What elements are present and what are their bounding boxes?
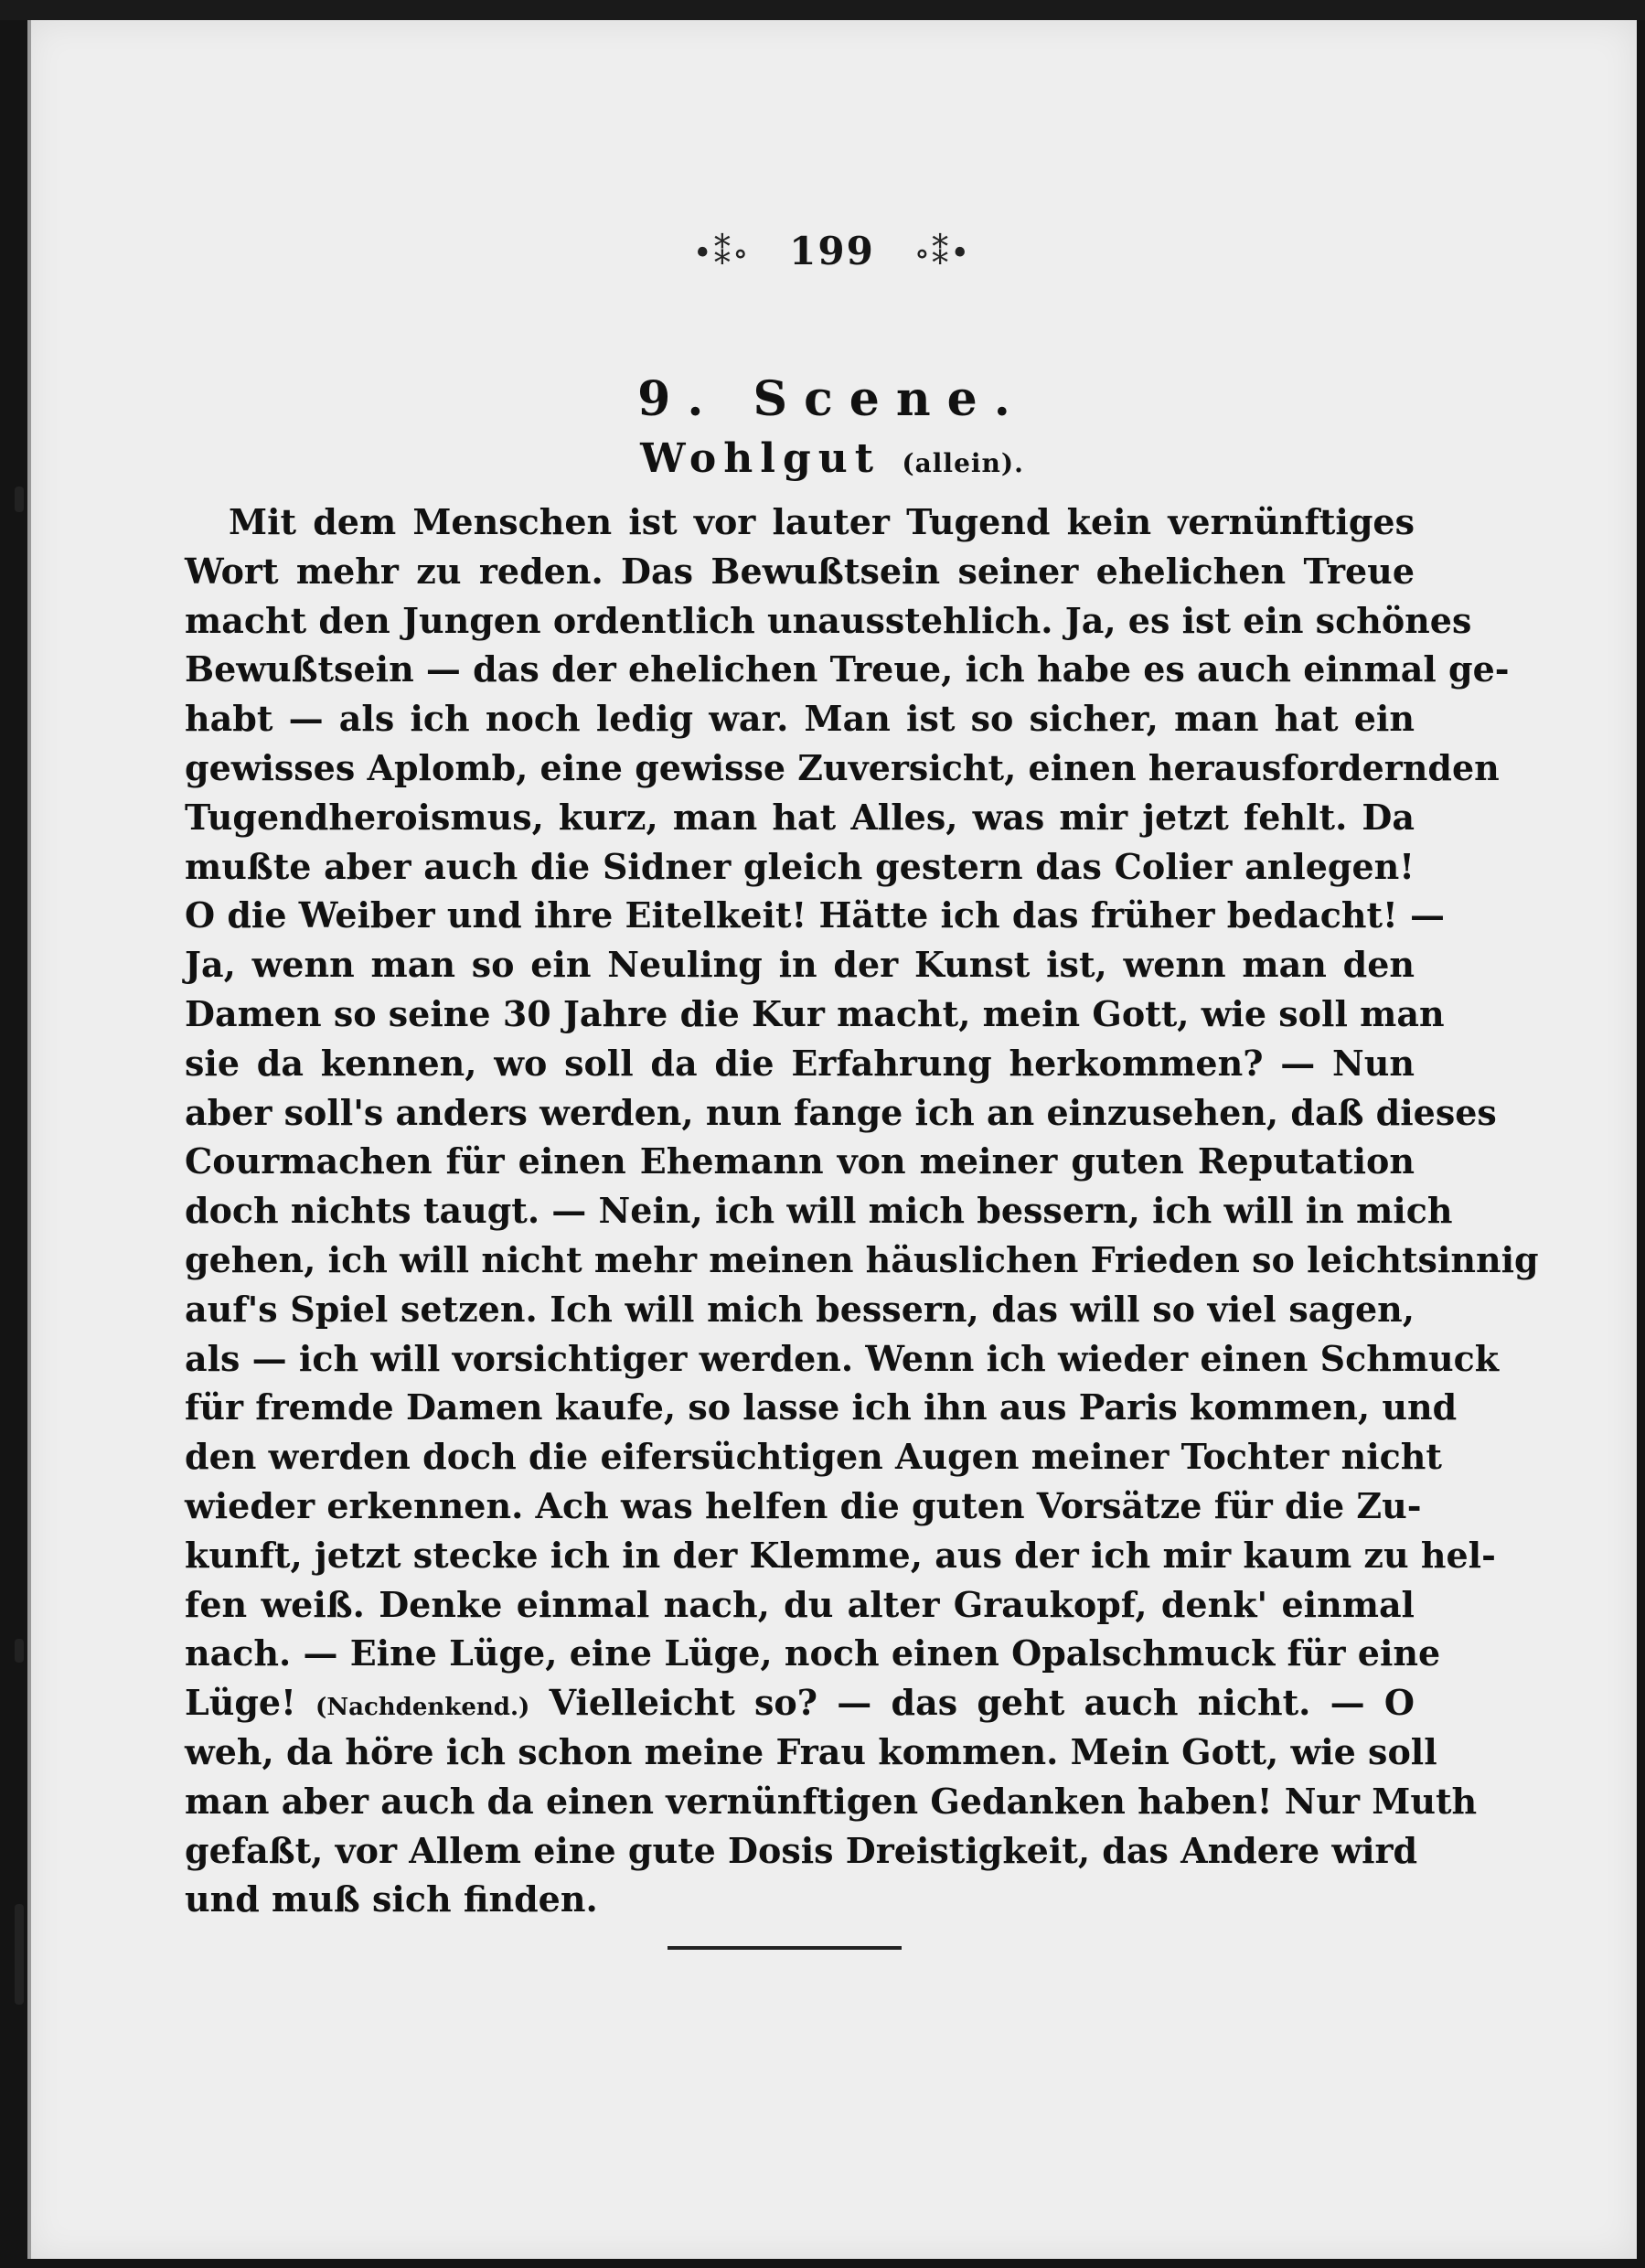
page-number: 199 — [789, 229, 875, 273]
scene-title: 9. Scene. — [637, 371, 1027, 427]
text-line: man aber auch da einen vernünftigen Gedanken haben! Nur Muth — [185, 1780, 1478, 1822]
text-line: wieder erkennen. Ach was helfen die guten Vorsätze für die Zu- — [185, 1484, 1422, 1526]
text-fragment: Lüge! — [185, 1682, 296, 1724]
text-line: gewisses Aplomb, eine gewisse Zuversicht, einen herausfordernden — [185, 746, 1500, 788]
gutter-mark-middle — [15, 1639, 24, 1663]
text-line: und muß sich finden. — [185, 1878, 598, 1920]
section-end-rule — [668, 1946, 902, 1950]
gutter-mark-upper — [15, 487, 24, 512]
text-line: Courmachen für einen Ehemann von meiner guten Reputation — [185, 1140, 1415, 1182]
text-line: fen weiß. Denke einmal nach, du alter Graukopf, denk' einmal — [185, 1583, 1415, 1625]
text-line: macht den Jungen ordentlich unausstehlich. Ja, es ist ein schönes — [185, 599, 1472, 641]
speaker-name: Wohlgut — [640, 435, 881, 482]
ornament-right-icon: ∘⁑• — [913, 235, 972, 273]
page-gutter — [27, 20, 31, 2259]
ornament-left-icon: •⁑∘ — [692, 235, 751, 273]
text-line: Ja, wenn man so ein Neuling in der Kunst ist, wenn man den — [185, 944, 1415, 986]
text-line: gehen, ich will nicht mehr meinen häuslichen Frieden so leichtsinnig — [185, 1238, 1539, 1280]
text-line: weh, da höre ich schon meine Frau kommen. Mein Gott, wie soll — [185, 1730, 1437, 1772]
text-line: kunft, jetzt stecke ich in der Klemme, aus der ich mir kaum zu hel- — [185, 1534, 1496, 1576]
text-line: den werden doch die eifersüchtigen Augen meiner Tochter nicht — [185, 1436, 1442, 1478]
speaker-heading — [27, 435, 1637, 482]
text-line-with-stage-direction — [185, 1678, 1415, 1728]
text-line: als — ich will vorsichtiger werden. Wenn ich wieder einen Schmuck — [185, 1337, 1500, 1379]
text-line: aber soll's anders werden, nun fange ich an einzusehen, daß dieses — [185, 1091, 1497, 1133]
gutter-mark-lower — [15, 1904, 24, 2005]
stage-direction: (allein). — [902, 448, 1024, 478]
text-line: Wort mehr zu reden. Das Bewußtsein seiner ehelichen Treue — [185, 550, 1415, 592]
text-line: habt — als ich noch ledig war. Man ist so sicher, man hat ein — [185, 698, 1415, 740]
text-line: doch nichts taugt. — Nein, ich will mich bessern, ich will in mich — [185, 1190, 1453, 1232]
text-line: auf's Spiel setzen. Ich will mich bessern, das will so viel sagen, — [185, 1288, 1415, 1330]
book-page — [27, 20, 1637, 2259]
scan-top-border — [0, 0, 1645, 20]
text-line: Tugendheroismus, kurz, man hat Alles, was mir jetzt fehlt. Da — [185, 796, 1415, 838]
text-line: nach. — Eine Lüge, eine Lüge, noch einen Opalschmuck für eine — [185, 1632, 1441, 1674]
monologue-text — [185, 497, 1539, 1924]
inline-stage-direction: (Nachdenkend.) — [315, 1694, 530, 1722]
text-line: Mit dem Menschen ist vor lauter Tugend kein vernünftiges — [229, 501, 1415, 542]
text-line: gefaßt, vor Allem eine gute Dosis Dreistigkeit, das Andere wird — [185, 1829, 1418, 1871]
page-header — [27, 229, 1637, 273]
text-line: Damen so seine 30 Jahre die Kur macht, mein Gott, wie soll man — [185, 992, 1445, 1034]
text-fragment: Vielleicht so? — das geht auch nicht. — O — [549, 1682, 1415, 1724]
text-line: O die Weiber und ihre Eitelkeit! Hätte ich das früher bedacht! — — [185, 894, 1445, 936]
text-line: sie da kennen, wo soll da die Erfahrung herkommen? — Nun — [185, 1042, 1415, 1084]
text-line: für fremde Damen kaufe, so lasse ich ihn aus Paris kommen, und — [185, 1386, 1458, 1428]
text-line: Bewußtsein — das der ehelichen Treue, ich habe es auch einmal ge- — [185, 648, 1510, 690]
text-line: mußte aber auch die Sidner gleich gestern das Colier anlegen! — [185, 845, 1415, 887]
